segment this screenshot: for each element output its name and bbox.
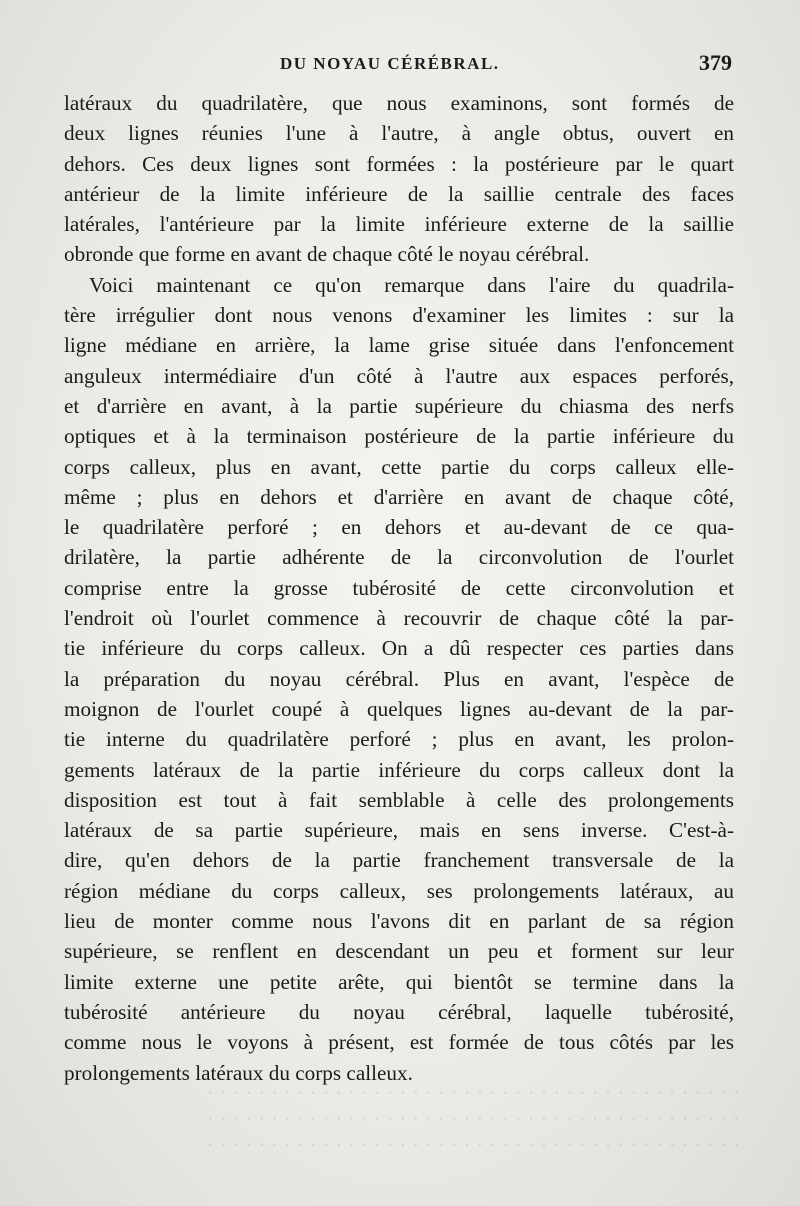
text-line: latéraux de sa partie supérieure, mais en sens inverse. C'est-à- <box>64 818 734 843</box>
text-line: lieu de monter comme nous l'avons dit en parlant de sa région <box>64 909 734 934</box>
text-line: deux lignes réunies l'une à l'autre, à angle obtus, ouvert en <box>64 121 734 146</box>
text-line: latéraux du quadrilatère, que nous examinons, sont formés de <box>64 91 734 115</box>
text-line: anguleux intermédiaire d'un côté à l'autre aux espaces perforés, <box>64 363 734 388</box>
text-line: prolongements latéraux du corps calleux. <box>64 1060 413 1085</box>
text-line: obronde que forme en avant de chaque côté le noyau cérébral. <box>64 242 590 267</box>
text-line: latérales, l'antérieure par la limite inférieure externe de la saillie <box>64 212 734 237</box>
text-line: dehors. Ces deux lignes sont formées : la postérieure par le quart <box>64 151 734 176</box>
text-line: et d'arrière en avant, à la partie supérieure du chiasma des nerfs <box>64 393 734 418</box>
text-line: limite externe une petite arête, qui bientôt se termine dans la <box>64 969 734 994</box>
text-line: le quadrilatère perforé ; en dehors et au-devant de ce qua- <box>64 515 734 540</box>
paragraph <box>64 88 734 270</box>
text-line: drilatère, la partie adhérente de la circonvolution de l'ourlet <box>64 545 734 570</box>
show-through-text: · · · · · · · · · · · · · · · · · · · · · · · · · · · · · · · · · · · · · · · · · · <box>206 1106 740 1131</box>
text-line: disposition est tout à fait semblable à celle des prolongements <box>64 787 734 812</box>
show-through-text: · · · · · · · · · · · · · · · · · · · · · · · · · · · · · · · · · · · · · · · · · · <box>206 1080 740 1105</box>
body-text <box>64 88 734 1088</box>
text-line: dire, qu'en dehors de la partie franchement transversale de la <box>64 848 734 873</box>
text-line: tubérosité antérieure du noyau cérébral, laquelle tubérosité, <box>64 999 734 1024</box>
text-line: comprise entre la grosse tubérosité de cette circonvolution et <box>64 575 734 600</box>
text-line: ligne médiane en arrière, la lame grise située dans l'enfoncement <box>64 333 734 358</box>
text-line: Voici maintenant ce qu'on remarque dans l'aire du quadrila- <box>89 272 734 297</box>
text-line: tère irrégulier dont nous venons d'examiner les limites : sur la <box>64 303 734 328</box>
text-line: supérieure, se renflent en descendant un peu et forment sur leur <box>64 939 734 964</box>
text-line: même ; plus en dehors et d'arrière en avant de chaque côté, <box>64 484 734 509</box>
running-title: DU NOYAU CÉRÉBRAL. <box>280 54 500 73</box>
text-line: comme nous le voyons à présent, est formée de tous côtés par les <box>64 1030 734 1055</box>
text-line: gements latéraux de la partie inférieure du corps calleux dont la <box>64 757 734 782</box>
text-line: antérieur de la limite inférieure de la saillie centrale des faces <box>64 181 734 206</box>
text-line: la préparation du noyau cérébral. Plus en avant, l'espèce de <box>64 666 734 691</box>
text-line: région médiane du corps calleux, ses prolongements latéraux, au <box>64 878 734 903</box>
text-line: moignon de l'ourlet coupé à quelques lignes au-devant de la par- <box>64 696 734 721</box>
page-header <box>62 50 732 84</box>
text-line: tie inférieure du corps calleux. On a dû respecter ces parties dans <box>64 636 734 661</box>
paragraph <box>64 270 734 1088</box>
text-line: tie interne du quadrilatère perforé ; plus en avant, les prolon- <box>64 727 734 752</box>
text-line: corps calleux, plus en avant, cette partie du corps calleux elle- <box>64 454 734 479</box>
show-through-text: · · · · · · · · · · · · · · · · · · · · · · · · · · · · · · · · · · · · · · · · · · <box>206 1132 740 1157</box>
text-line: optiques et à la terminaison postérieure de la partie inférieure du <box>64 424 734 449</box>
page-number: 379 <box>699 50 732 75</box>
text-line: l'endroit où l'ourlet commence à recouvrir de chaque côté la par- <box>64 606 734 631</box>
